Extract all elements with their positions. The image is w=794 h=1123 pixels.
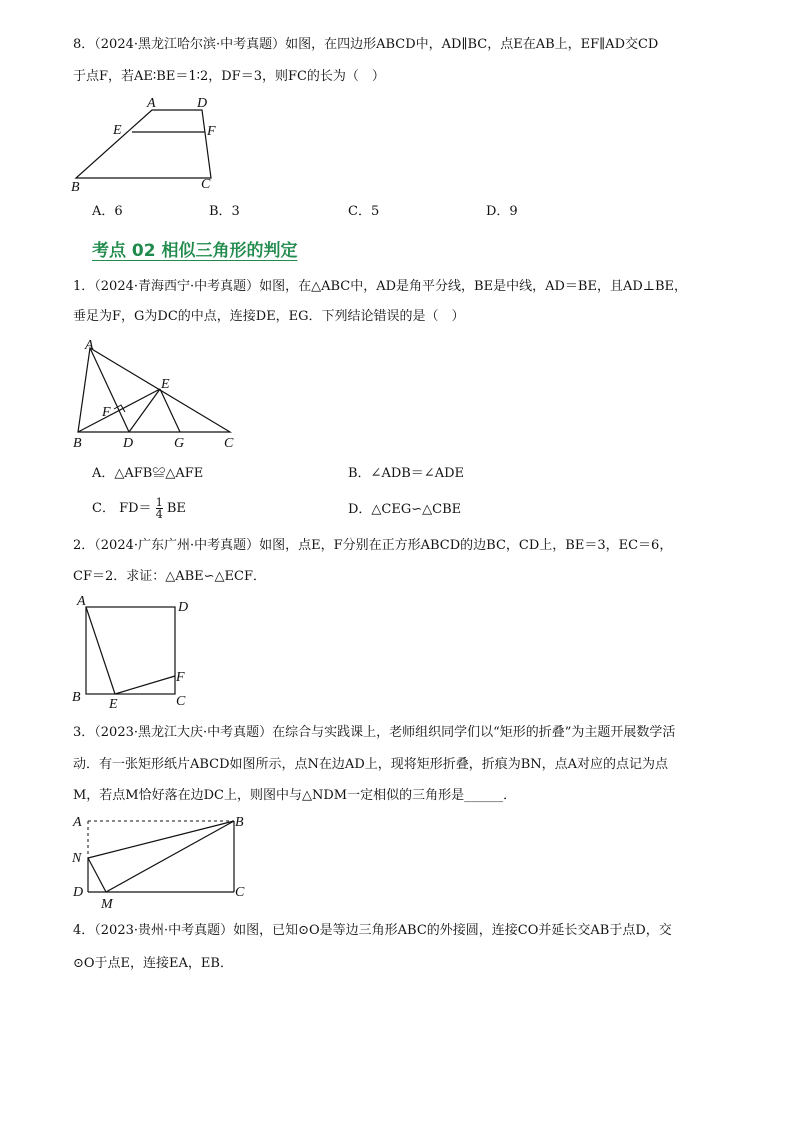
q1-option-c-lhs: FD＝ <box>119 501 152 516</box>
q2-label-e: E <box>109 697 118 712</box>
q8-text-line1: 8．（2024·黑龙江哈尔滨·中考真题）如图，在四边形ABCD中，AD∥BC，点E在AB上，EF∥AD交CD <box>73 37 659 52</box>
q3-label-a: A <box>73 815 82 830</box>
q8-option-d[interactable]: D．9 <box>486 204 518 219</box>
q8-option-a[interactable]: A．6 <box>92 204 123 219</box>
q3-label-b: B <box>235 815 244 830</box>
q1-segment-de <box>129 389 160 432</box>
q2-text-line2: CF＝2．求证：△ABE∽△ECF． <box>73 569 267 584</box>
q2-label-b: B <box>72 690 81 705</box>
q3-label-n: N <box>72 851 82 866</box>
q1-option-c[interactable] <box>92 497 186 520</box>
q1-option-b[interactable]: B．∠ADB＝∠ADE <box>348 466 465 481</box>
q2-label-d: D <box>178 600 189 615</box>
q1-option-c-rhs: BE <box>166 501 186 516</box>
q8-option-c[interactable]: C．5 <box>348 204 380 219</box>
q3-segment-mb <box>106 821 234 892</box>
q1-label-e: E <box>161 377 170 392</box>
q8-text-line2: 于点F，若AE∶BE＝1∶2，DF＝3，则FC的长为（ ） <box>73 69 385 84</box>
q1-label-d: D <box>123 436 134 451</box>
q3-label-c: C <box>235 885 245 900</box>
q2-square-abcd <box>86 607 175 694</box>
q1-option-c-numerator: 1 <box>155 496 163 509</box>
q2-segment-ae <box>86 607 115 694</box>
q2-segment-ef <box>115 676 175 694</box>
q2-label-c: C <box>176 694 186 709</box>
q1-label-b: B <box>73 436 82 451</box>
q4-text-line2: ⊙O于点E，连接EA，EB． <box>73 956 233 971</box>
q1-text-line2: 垂足为F，G为DC的中点，连接DE，EG．下列结论错误的是（ ） <box>73 309 465 324</box>
q1-option-c-prefix: C． <box>92 501 115 516</box>
q3-text-line3: M，若点M恰好落在边DC上，则图中与△NDM一定相似的三角形是______． <box>73 788 517 803</box>
q3-text-line1: 3．（2023·黑龙江大庆·中考真题）在综合与实践课上，老师组织同学们以“矩形的折叠”为主题开展数学活 <box>73 725 676 740</box>
q1-triangle-figure <box>68 332 248 454</box>
q4-text-line1: 4．（2023·贵州·中考真题）如图，已知⊙O是等边三角形ABC的外接圆，连接CO并延长交AB于点D，交 <box>73 923 672 938</box>
q8-label-e: E <box>113 123 122 138</box>
q3-label-d: D <box>73 885 84 900</box>
q1-label-c: C <box>224 436 234 451</box>
q8-label-a: A <box>147 96 156 111</box>
q2-label-a: A <box>77 594 86 609</box>
q3-rectangle-figure <box>68 808 258 912</box>
q1-label-a: A <box>85 338 94 353</box>
q1-option-d[interactable]: D．△CEG∽△CBE <box>348 502 462 517</box>
q3-segment-nb <box>88 821 234 858</box>
q8-label-b: B <box>71 180 80 194</box>
q1-option-c-denominator: 4 <box>155 508 163 521</box>
q2-label-f: F <box>176 670 185 685</box>
q1-label-g: G <box>174 436 185 451</box>
q8-trapezoid-outline <box>76 110 211 178</box>
q3-segment-nm <box>88 858 106 892</box>
q2-text-line1: 2．（2024·广东广州·中考真题）如图，点E，F分别在正方形ABCD的边BC，CD上，BE＝3，EC＝6， <box>73 538 673 553</box>
q1-segment-be <box>78 389 160 432</box>
q8-option-b[interactable]: B．3 <box>209 204 240 219</box>
section-title: 考点 02 相似三角形的判定 <box>92 241 298 261</box>
q3-label-m: M <box>101 897 113 912</box>
q8-trapezoid-figure <box>68 92 228 194</box>
q1-option-c-fraction <box>156 497 163 520</box>
q8-label-f: F <box>207 124 216 139</box>
q1-label-f: F <box>102 405 111 420</box>
q3-text-line2: 动．有一张矩形纸片ABCD如图所示，点N在边AD上，现将矩形折叠，折痕为BN，点A对应的点记为点 <box>73 757 669 772</box>
q1-option-a[interactable]: A．△AFB≌△AFE <box>92 466 204 481</box>
q8-label-d: D <box>197 96 208 111</box>
q2-square-figure <box>68 590 198 712</box>
q1-text-line1: 1．（2024·青海西宁·中考真题）如图，在△ABC中，AD是角平分线，BE是中线，AD＝BE，且AD⊥BE， <box>73 279 688 294</box>
q8-label-c: C <box>201 177 211 192</box>
